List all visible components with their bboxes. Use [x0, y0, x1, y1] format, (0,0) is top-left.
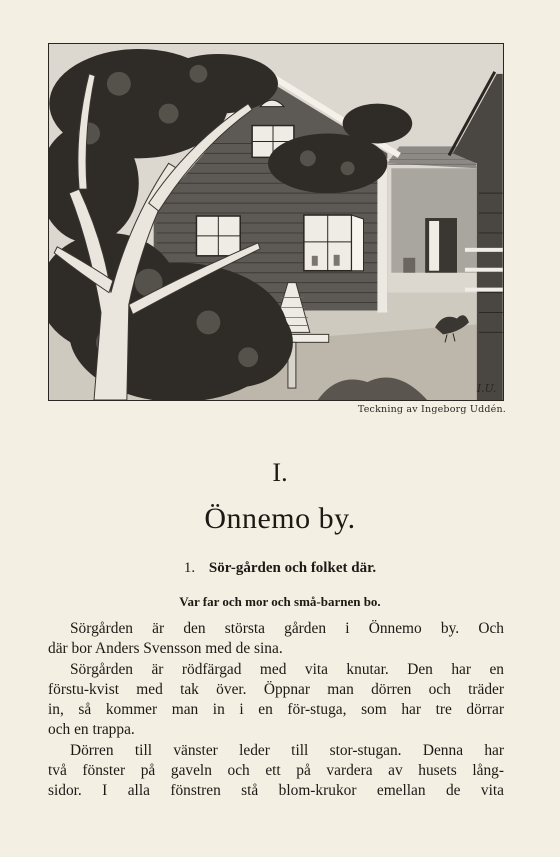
body-line: Sörgården är rödfärgad med vita knutar. Den har en: [70, 660, 504, 678]
section-heading: [0, 560, 560, 577]
artist-signature: I.U.: [476, 382, 497, 396]
body-line: in, så kommer man in i en för-stuga, som har tre dörrar: [48, 701, 504, 719]
body-line: och en trappa.: [48, 721, 135, 739]
body-line: sidor. I alla fönstren stå blom-krukor emellan de vita: [48, 782, 504, 800]
chapter-number: I.: [272, 458, 288, 487]
farmhouse-illustration: [48, 43, 504, 401]
section-title: Sör-gården och folket där.: [208, 560, 377, 576]
body-line: förstu-kvist med tak över. Öppnar man dörren och träder: [48, 680, 504, 698]
body-line: Dörren till vänster leder till stor-stugan. Denna har: [70, 741, 504, 759]
illustration-credit: Teckning av Ingeborg Uddén.: [357, 404, 506, 415]
subheading: Var far och mor och små-barnen bo.: [179, 594, 381, 609]
body-text: [48, 619, 504, 802]
section-number: 1.: [183, 560, 196, 576]
illustration-drawing: [49, 44, 503, 400]
body-line: Sörgården är den största gården i Önnemo by. Och: [70, 620, 504, 637]
body-line: två fönster på gaveln och ett på vardera av husets lång-: [48, 762, 504, 780]
chapter-title: Önnemo by.: [204, 502, 356, 535]
body-line: där bor Anders Svensson med de sina.: [48, 640, 283, 658]
